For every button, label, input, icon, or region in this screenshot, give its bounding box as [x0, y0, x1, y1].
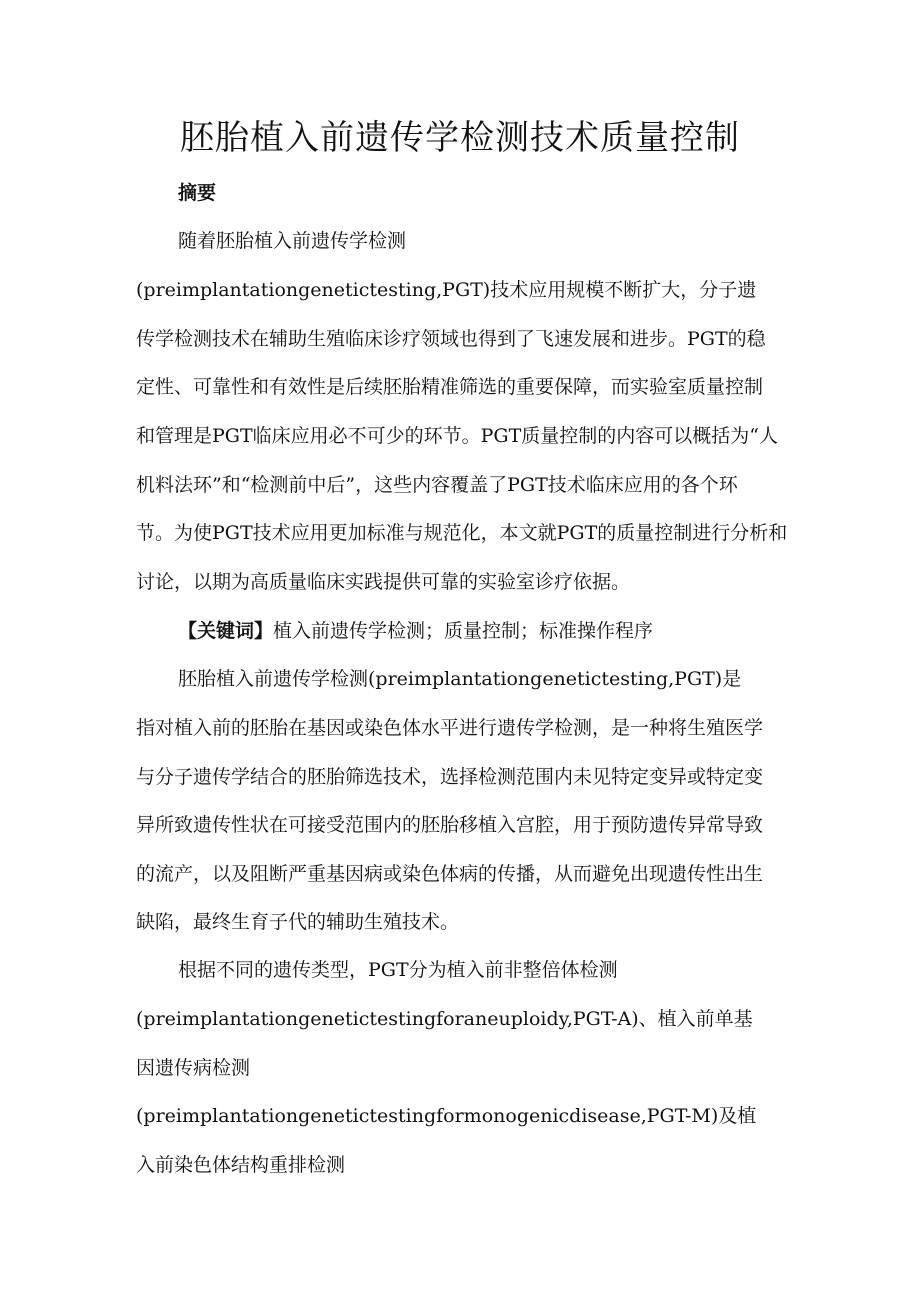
intro-line: 缺陷，最终生育子代的辅助生殖技术。 [136, 911, 460, 933]
types-line: 因遗传病检测 [136, 1057, 251, 1079]
types-line: 入前染色体结构重排检测 [136, 1154, 346, 1176]
intro-line: 胚胎植入前遗传学检测(preimplantationgenetictesting,PGT)是 [178, 668, 742, 690]
abstract-line: 定性、可靠性和有效性是后续胚胎精准筛选的重要保障，而实验室质量控制 [136, 376, 764, 398]
abstract-line: 和管理是PGT临床应用必不可少的环节。PGT质量控制的内容可以概括为“人 [136, 425, 778, 447]
types-line: (preimplantationgenetictestingforaneuploidy,PGT-A)、植入前单基 [136, 1008, 753, 1030]
intro-line: 指对植入前的胚胎在基因或染色体水平进行遗传学检测，是一种将生殖医学 [136, 717, 764, 739]
keywords-label: 【关键词】 [178, 620, 274, 642]
abstract-line: 节。为使PGT技术应用更加标准与规范化，本文就PGT的质量控制进行分析和 [136, 522, 788, 544]
abstract-line: 机料法环”和“检测前中后”，这些内容覆盖了PGT技术临床应用的各个环 [136, 474, 738, 496]
abstract-heading: 摘要 [178, 182, 217, 204]
intro-line: 异所致遗传性状在可接受范围内的胚胎移植入宫腔，用于预防遗传异常导致 [136, 814, 764, 836]
intro-line: 的流产，以及阻断严重基因病或染色体病的传播，从而避免出现遗传性出生 [136, 863, 764, 885]
page-title: 胚胎植入前遗传学检测技术质量控制 [180, 118, 740, 158]
keywords-line [178, 616, 838, 646]
abstract-line: 随着胚胎植入前遗传学检测 [178, 230, 407, 252]
abstract-line: 传学检测技术在辅助生殖临床诊疗领域也得到了飞速发展和进步。PGT的稳 [136, 328, 766, 350]
keywords-text: 植入前遗传学检测；质量控制；标准操作程序 [273, 620, 654, 642]
types-line: (preimplantationgenetictestingformonogenicdisease,PGT-M)及植 [136, 1105, 757, 1127]
types-line: 根据不同的遗传类型，PGT分为植入前非整倍体检测 [178, 959, 618, 981]
abstract-line: (preimplantationgenetictesting,PGT)技术应用规模不断扩大，分子遗 [136, 279, 757, 301]
intro-line: 与分子遗传学结合的胚胎筛选技术，选择检测范围内未见特定变异或特定变 [136, 766, 764, 788]
abstract-line: 讨论，以期为高质量临床实践提供可靠的实验室诊疗依据。 [136, 571, 631, 593]
